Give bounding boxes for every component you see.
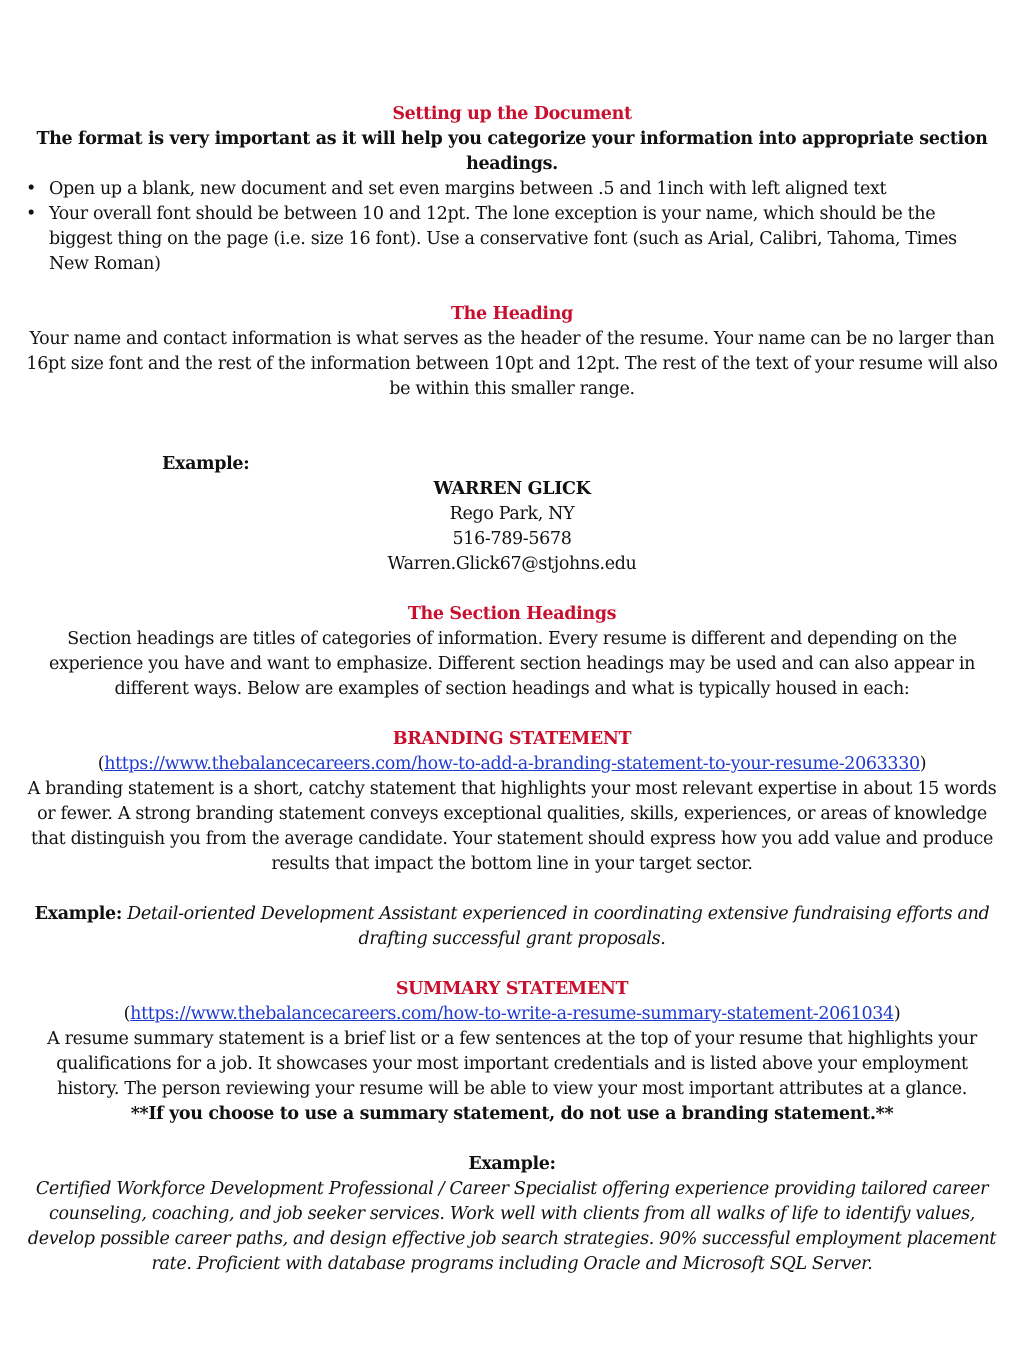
- example-phone: 516-789-5678: [452, 529, 572, 549]
- branding-example-label: Example:: [34, 904, 122, 924]
- setup-heading: Setting up the Document: [392, 104, 632, 124]
- branding-example: [26, 902, 998, 952]
- heading-section-title: The Heading: [451, 304, 573, 324]
- setup-bullet-list: [26, 177, 998, 277]
- summary-example-label: Example:: [468, 1154, 556, 1174]
- branding-example-text: Detail-oriented Development Assistant experienced in coordinating extensive fundraising efforts and drafting successful grant proposals.: [127, 904, 990, 949]
- summary-warning: **If you choose to use a summary statement, do not use a branding statement.**: [130, 1104, 894, 1124]
- setup-intro: The format is very important as it will help you categorize your information into appropriate section headings.: [36, 129, 988, 174]
- heading-example-label: Example:: [162, 454, 250, 474]
- summary-paren-open: (: [123, 1004, 131, 1024]
- branding-link[interactable]: https://www.thebalancecareers.com/how-to-add-a-branding-statement-to-your-resume-2063330: [104, 754, 920, 774]
- summary-body: A resume summary statement is a brief list or a few sentences at the top of your resume that highlights your qualifications for a job. It showcases your most important credentials and is listed above your employment history. The person reviewing your resume will be able to view your most important attributes at a glance.: [47, 1029, 977, 1099]
- branding-heading: BRANDING STATEMENT: [392, 729, 632, 749]
- example-email: Warren.Glick67@stjohns.edu: [387, 554, 637, 574]
- summary-example-text: Certified Workforce Development Professional / Career Specialist offering experience providing tailored career counseling, coaching, and job seeker services. Work well with clients from all walks of life to identify values, develop possible career paths, and design effective job search strategies. 90% successful employment placement rate. Proficient with database programs including Oracle and Microsoft SQL Server.: [27, 1179, 997, 1274]
- summary-link[interactable]: https://www.thebalancecareers.com/how-to-write-a-resume-summary-statement-2061034: [130, 1004, 894, 1024]
- setup-bullet-item: • Your overall font should be between 10 and 12pt. The lone exception is your name, which should be the biggest thing on the page (i.e. size 16 font). Use a conservative font (such as Arial, Calibri, Tahoma, Times New Roman): [26, 202, 998, 277]
- branding-body: A branding statement is a short, catchy statement that highlights your most relevant expertise in about 15 words or fewer. A strong branding statement conveys exceptional qualities, skills, experiences, or areas of knowledge that distinguish you from the average candidate. Your statement should express how you add value and produce results that impact the bottom line in your target sector.: [27, 779, 997, 874]
- summary-heading: SUMMARY STATEMENT: [395, 979, 629, 999]
- heading-section-body: Your name and contact information is what serves as the header of the resume. Your name can be no larger than 16pt size font and the rest of the information between 10pt and 12pt. The rest of the text of your resume will also be within this smaller range.: [26, 329, 998, 399]
- branding-paren-open: (: [97, 754, 105, 774]
- example-location: Rego Park, NY: [449, 504, 575, 524]
- branding-link-line: [26, 752, 998, 777]
- section-headings-body: Section headings are titles of categories of information. Every resume is different and depending on the experience you have and want to emphasize. Different section headings may be used and can also appear in different ways. Below are examples of section headings and what is typically housed in each:: [48, 629, 976, 699]
- section-headings-title: The Section Headings: [407, 604, 617, 624]
- setup-bullet-item: • Open up a blank, new document and set even margins between .5 and 1inch with left aligned text: [26, 177, 998, 202]
- summary-paren-close: ): [893, 1004, 901, 1024]
- branding-paren-close: ): [919, 754, 927, 774]
- example-name: WARREN GLICK: [433, 479, 591, 499]
- summary-link-line: [26, 1002, 998, 1027]
